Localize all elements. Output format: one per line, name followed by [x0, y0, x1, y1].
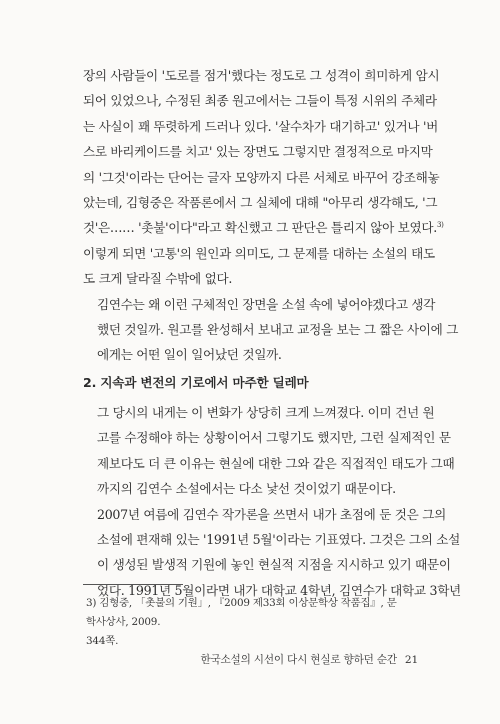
text-line: 는 사실이 꽤 뚜렷하게 드러나 있다. '살수차가 대기하고' 있거나 '버 [83, 118, 439, 134]
text-line: 제보다도 더 큰 이유는 현실에 대한 그와 같은 직접적인 태도가 그때 [97, 455, 455, 471]
text-line: 의 '그것'이라는 단어는 글자 모양까지 다른 서체로 바꾸어 강조해놓 [83, 169, 440, 185]
text-line: 에게는 어떤 일이 일어났던 것일까. [97, 347, 282, 363]
text-line: 이 생성된 발생적 기원에 놓인 현실적 지점을 지시하고 있기 때문이 [97, 557, 451, 573]
footnote-line: 3) 김형중, 「촛불의 기원」, 『2009 제33회 이상문학상 작품집』, 문학사상사, 2009. [86, 597, 397, 628]
text-line: 김연수는 왜 이런 구체적인 장면을 소설 속에 넣어야겠다고 생각 [97, 296, 436, 312]
body-text [83, 63, 459, 368]
text-line: 그 당시의 내게는 이 변화가 상당히 크게 느껴졌다. 이미 건넌 원 [97, 405, 435, 420]
text-line: 소설에 편재해 있는 '1991년 5월'이라는 기표였다. 그것은 그의 소설 [97, 532, 460, 548]
running-footer [0, 652, 418, 667]
paragraph-2 [83, 292, 459, 368]
text-line: 고를 수정해야 하는 상황이어서 그렇기도 했지만, 그런 실제적인 문 [97, 430, 451, 446]
footnote-marker: 3) [436, 221, 444, 230]
section-heading: 2. 지속과 변전의 기로에서 마주한 딜레마 [83, 375, 309, 390]
page-number: 21 [404, 654, 418, 666]
text-line: 도 크게 달라질 수밖에 없다. [83, 271, 233, 287]
text-line: 었다. 1991년 5월이라면 내가 대학교 4학년, 김연수가 대학교 3학년 [97, 582, 461, 598]
footnote-divider [83, 584, 183, 585]
text-line: 스로 바리케이드를 치고' 있는 장면도 그렇지만 결정적으로 마지막 [83, 144, 433, 160]
paragraph-4 [83, 502, 461, 604]
text-line: 까지의 김연수 소설에서는 다소 낯선 것이었기 때문이다. [97, 481, 396, 497]
paragraph-3 [83, 400, 455, 502]
paragraph-1 [83, 63, 444, 292]
footnote [86, 594, 406, 651]
running-title: 한국소설의 시선이 다시 현실로 향하던 순간 [200, 654, 397, 666]
text-line: 2007년 여름에 김연수 작가론을 쓰면서 내가 초점에 둔 것은 그의 [97, 506, 446, 522]
text-line: 장의 사람들이 '도로를 점거'했다는 정도로 그 성격이 희미하게 암시 [83, 68, 440, 83]
text-line: 것'은…… '촛불'이다"라고 확신했고 그 판단은 틀리지 않아 보였다. [83, 220, 437, 236]
section-body [83, 400, 461, 603]
text-line: 했던 것일까. 원고를 완성해서 보내고 교정을 보는 그 짧은 사이에 그 [97, 322, 459, 338]
text-line: 이렇게 되면 '고통'의 원인과 의미도, 그 문제를 대하는 소설의 태도 [83, 245, 435, 261]
footnote-line: 344쪽. [86, 635, 119, 647]
text-line: 되어 있었으나, 수정된 최종 원고에서는 그들이 특정 시위의 주체라 [83, 93, 437, 109]
text-line-with-footnote [83, 215, 444, 240]
text-line: 았는데, 김형중은 작품론에서 그 실체에 대해 "아무리 생각해도, '그 [83, 195, 438, 211]
